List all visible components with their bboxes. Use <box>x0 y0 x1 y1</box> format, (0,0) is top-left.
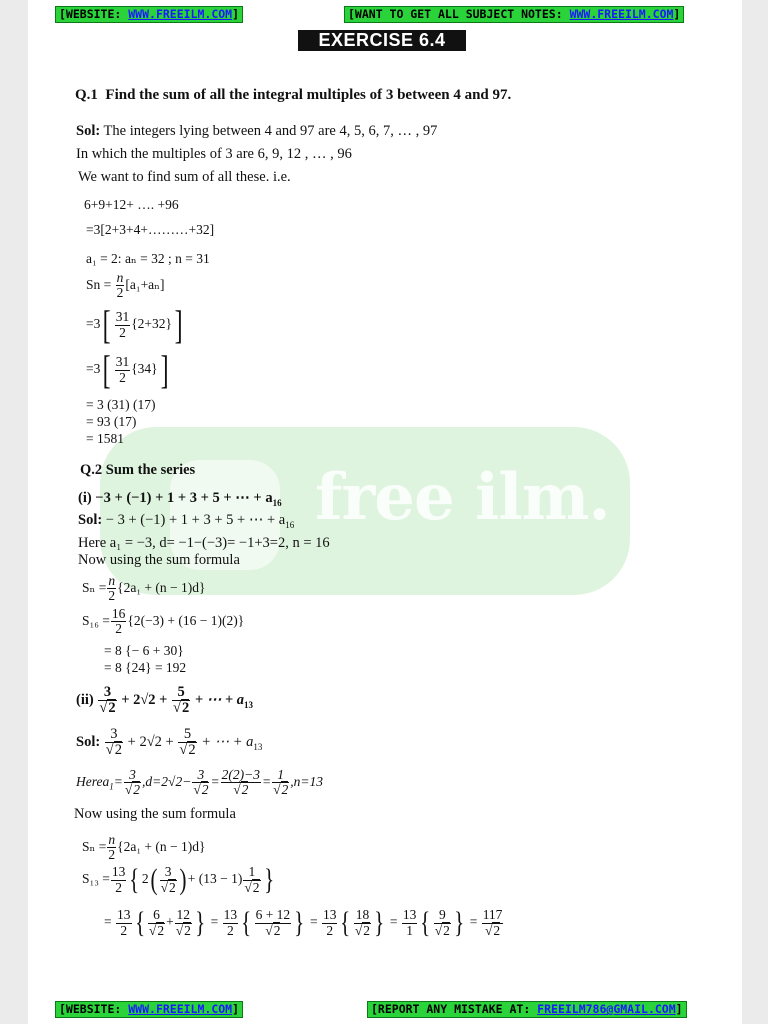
q1-sn-formula <box>86 271 165 300</box>
header-website-link[interactable]: WWW.FREEILM.COM <box>128 7 233 21</box>
footer-website-bar: [WEBSITE: WWW.FREEILM.COM] <box>55 1001 243 1018</box>
q2-s16-b: = 8 {24} = 192 <box>104 660 187 675</box>
watermark-text: free ilm. <box>315 460 610 535</box>
footer-website-link[interactable]: WWW.FREEILM.COM <box>128 1002 233 1016</box>
q2-ii-question: (ii) $\frac{3}{√2}$ + 2√2 + $\frac{5}{√2}$ + ⋯ + $a_{13}$ <box>76 684 254 717</box>
header-notes-link[interactable]: WWW.FREEILM.COM <box>569 7 674 21</box>
exercise-title: EXERCISE 6.4 <box>298 30 466 51</box>
header-website-close: ] <box>232 7 240 21</box>
q2-i-question: (i) −3 + (−1) + 1 + 3 + 5 + ⋯ + $a_{16}$ <box>78 490 282 508</box>
q2-ii-here: Herea$_1$= $\frac{3}{√2}$ ,d=2√2− $\frac{3}{√2}$ = $\frac{2(2)-3}{√2}$ = $\frac{1}{√2}$ ,n=13 <box>76 767 324 798</box>
q1-sol-line <box>76 123 437 140</box>
q2-heading: Q.2 Sum the series <box>80 462 196 478</box>
q2-final-line: = $\frac{13}{2}$ { $\frac{6}{√2}$ + $\frac{12}{√2}$ } = $\frac{13}{2}$ { $\frac{6 + 12}{√2}$ } = $\frac{13}{2}$ { $\frac{18}{√2}$ } = $\frac{13}{1}$ { $\frac{9}{√2}$ } = $\frac{117}{√2}$ <box>104 906 503 939</box>
q1-sol-label: Sol: <box>76 123 101 139</box>
q2-sn-formula-2: Sₙ = $\frac{n}{2}$ {2a₁ + (n − 1)d} <box>82 832 206 863</box>
header-notes-bar <box>344 6 684 23</box>
q1-question: Q.1 Find the sum of all the integral multiples of 3 between 4 and 97. <box>75 87 512 103</box>
q2-final-answer: $\frac{117}{√2}$ <box>482 907 503 938</box>
q1-line-b: = 93 (17) <box>86 414 137 429</box>
q1-step1: =3[ $\frac{31}{2}$ {2+32}] <box>86 302 183 347</box>
q1-step2: =3[ $\frac{31}{2}$ {34}] <box>86 347 169 392</box>
q2-i-here: Here a₁ = −3, d= −1−(−3)= −1+3=2, n = 16 <box>78 535 330 551</box>
q1-line5: =3[2+3+4+………+32] <box>86 222 215 237</box>
q1-line-a: = 3 (31) (17) <box>86 397 156 412</box>
q1-sn-frac: $\frac{n}{2}$ <box>116 270 124 301</box>
header-website-bar <box>55 6 243 23</box>
q2-s16-a: = 8 {− 6 + 30} <box>104 643 184 658</box>
header-website-label: [WEBSITE: <box>59 7 129 21</box>
q1-line2: In which the multiples of 3 are 6, 9, 12 , … , 96 <box>76 146 352 162</box>
q2-now1: Now using the sum formula <box>78 552 240 568</box>
q2-now2: Now using the sum formula <box>74 806 236 822</box>
q1-line6: a₁ = 2: aₙ = 32 ; n = 31 <box>86 251 210 266</box>
q2-s16-formula: S₁₆ = $\frac{16}{2}$ {2(−3) + (16 − 1)(2)} <box>82 606 245 637</box>
q1-line4: 6+9+12+ …. +96 <box>84 197 179 212</box>
q2-i-sol: Sol: − 3 + (−1) + 1 + 3 + 5 + ⋯ + $a_{16}$ <box>78 512 295 530</box>
q2-s13-formula: S₁₃ = $\frac{13}{2}$ { 2( $\frac{3}{√2}$ ) + (13 − 1) $\frac{1}{√2}$ } <box>82 863 274 896</box>
q2-sn-formula: Sₙ = $\frac{n}{2}$ {2a₁ + (n − 1)d} <box>82 573 206 604</box>
q1-line-c: = 1581 <box>86 431 124 446</box>
q1-step2-frac: $\frac{31}{2}$ <box>115 354 130 385</box>
q1-sol-text: The integers lying between 4 and 97 are 4, 5, 6, 7, … , 97 <box>100 123 438 139</box>
q1-step1-frac: $\frac{31}{2}$ <box>115 309 130 340</box>
footer-report-email-link[interactable]: FREEILM786@GMAIL.COM <box>537 1002 676 1016</box>
header-notes-label: [WANT TO GET ALL SUBJECT NOTES: <box>348 7 570 21</box>
footer-report-bar: [REPORT ANY MISTAKE AT: FREEILM786@GMAIL.COM] <box>367 1001 687 1018</box>
q1-line3: We want to find sum of all these. i.e. <box>78 169 291 185</box>
q1-sn-lhs: Sn = <box>86 276 112 292</box>
q2-ii-sol: Sol: $\frac{3}{√2}$ + 2√2 + $\frac{5}{√2}$ + ⋯ + $a_{13}$ <box>76 726 263 759</box>
q1-sn-rest: [a₁+aₙ] <box>125 276 165 292</box>
header-notes-close: ] <box>673 7 681 21</box>
